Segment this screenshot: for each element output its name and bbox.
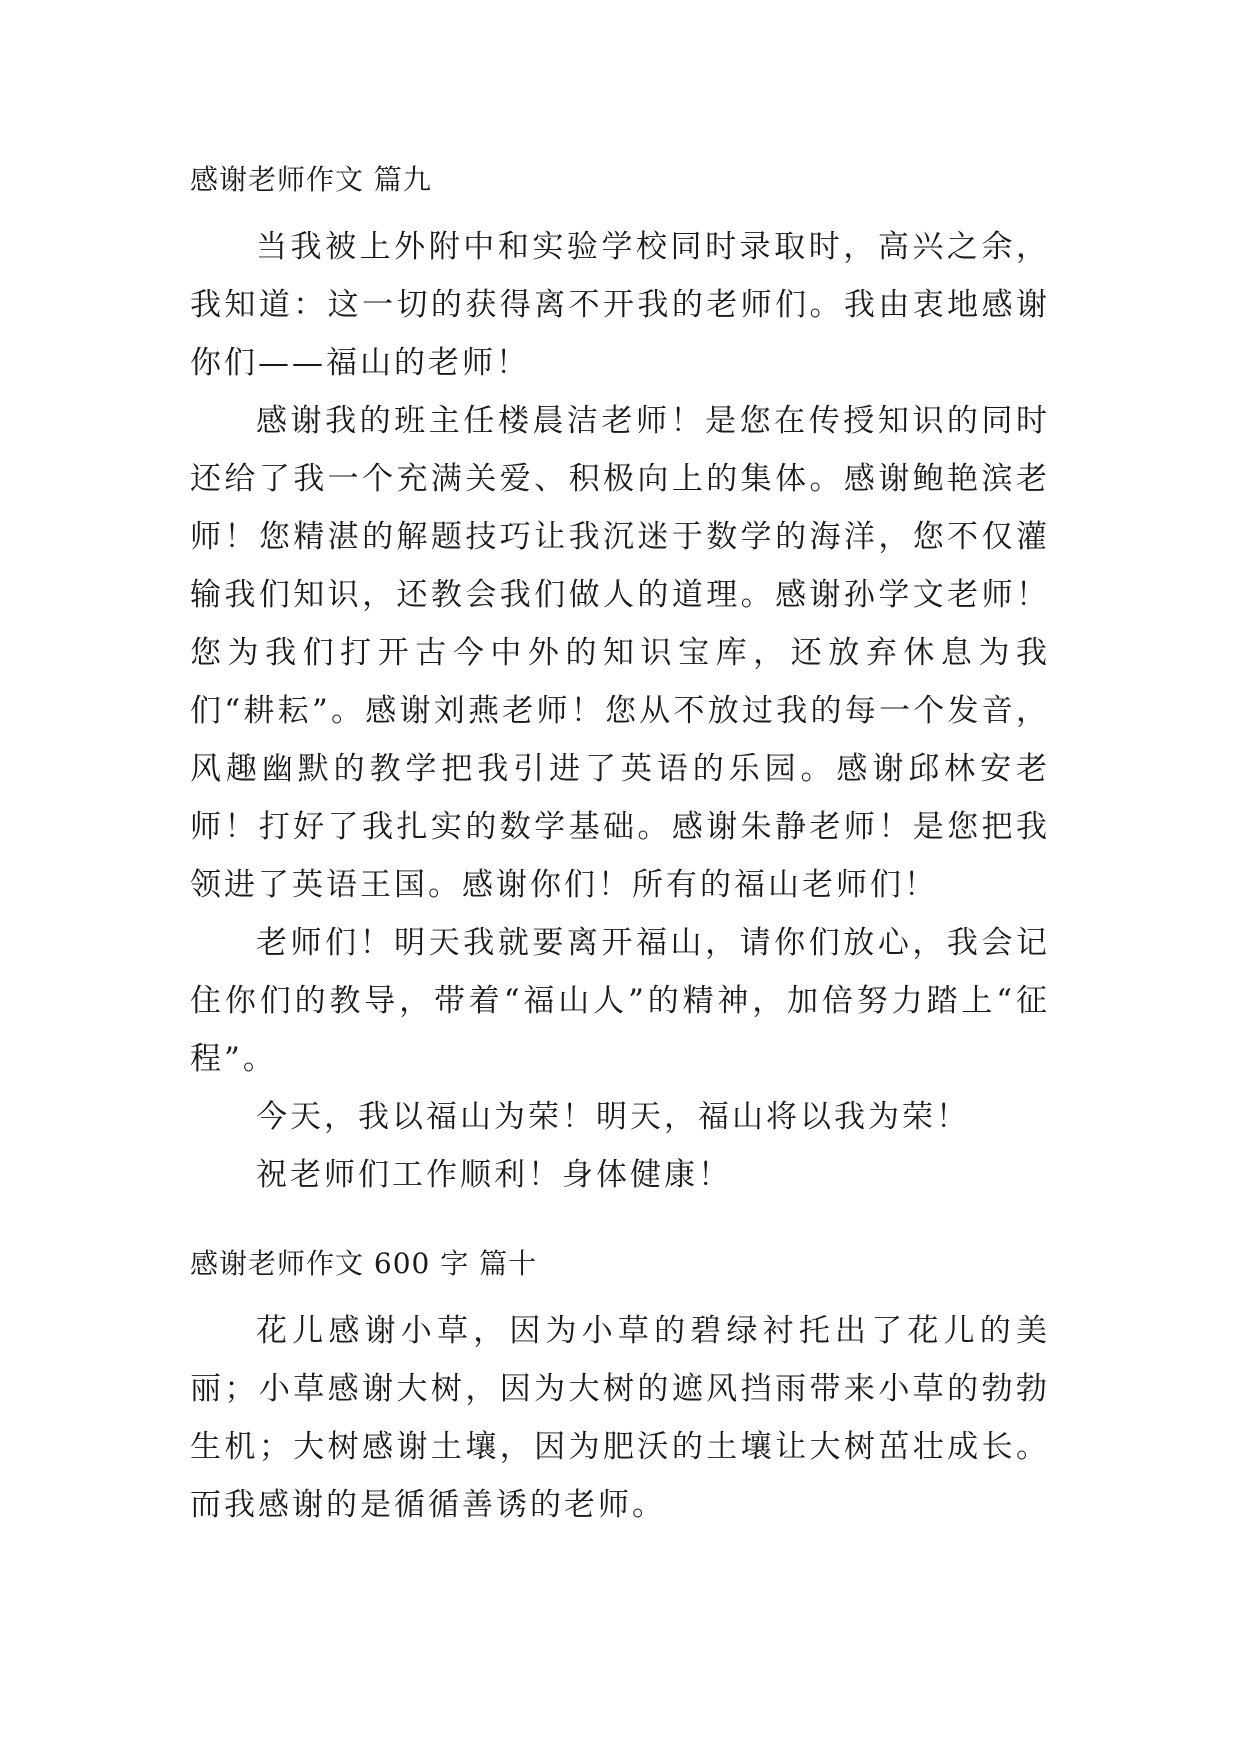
document-content (190, 160, 1050, 1534)
paragraph: 老师们！明天我就要离开福山，请你们放心，我会记住你们的教导，带着“福山人”的精神，加倍努力踏上“征程”。 (190, 925, 1050, 1077)
section-spacer (190, 1204, 1050, 1244)
paragraph: 当我被上外附中和实验学校同时录取时，高兴之余，我知道：这一切的获得离不开我的老师们。我由衷地感谢你们——福山的老师！ (190, 229, 1050, 381)
paragraph: 花儿感谢小草，因为小草的碧绿衬托出了花儿的美丽；小草感谢大树，因为大树的遮风挡雨带来小草的勃勃生机；大树感谢土壤，因为肥沃的土壤让大树茁壮成长。而我感谢的是循循善诱的老师。 (190, 1313, 1050, 1523)
section-title-10: 感谢老师作文 600 字 篇十 (190, 1247, 538, 1280)
section-title-9: 感谢老师作文 篇九 (190, 163, 432, 196)
paragraph: 感谢我的班主任楼晨洁老师！是您在传授知识的同时还给了我一个充满关爱、积极向上的集体。感谢鲍艳滨老师！您精湛的解题技巧让我沉迷于数学的海洋，您不仅灌输我们知识，还教会我们做人的道理。感谢孙学文老师！您为我们打开古今中外的知识宝库，还放弃休息为我们“耕耘”。感谢刘燕老师！您从不放过我的每一个发音，风趣幽默的教学把我引进了英语的乐园。感谢邱林安老师！打好了我扎实的数学基础。感谢朱静老师！是您把我领进了英语王国。感谢你们！所有的福山老师们！ (190, 403, 1050, 903)
paragraph: 今天，我以福山为荣！明天，福山将以我为荣！ (256, 1099, 970, 1135)
paragraph: 祝老师们工作顺利！身体健康！ (256, 1157, 732, 1193)
